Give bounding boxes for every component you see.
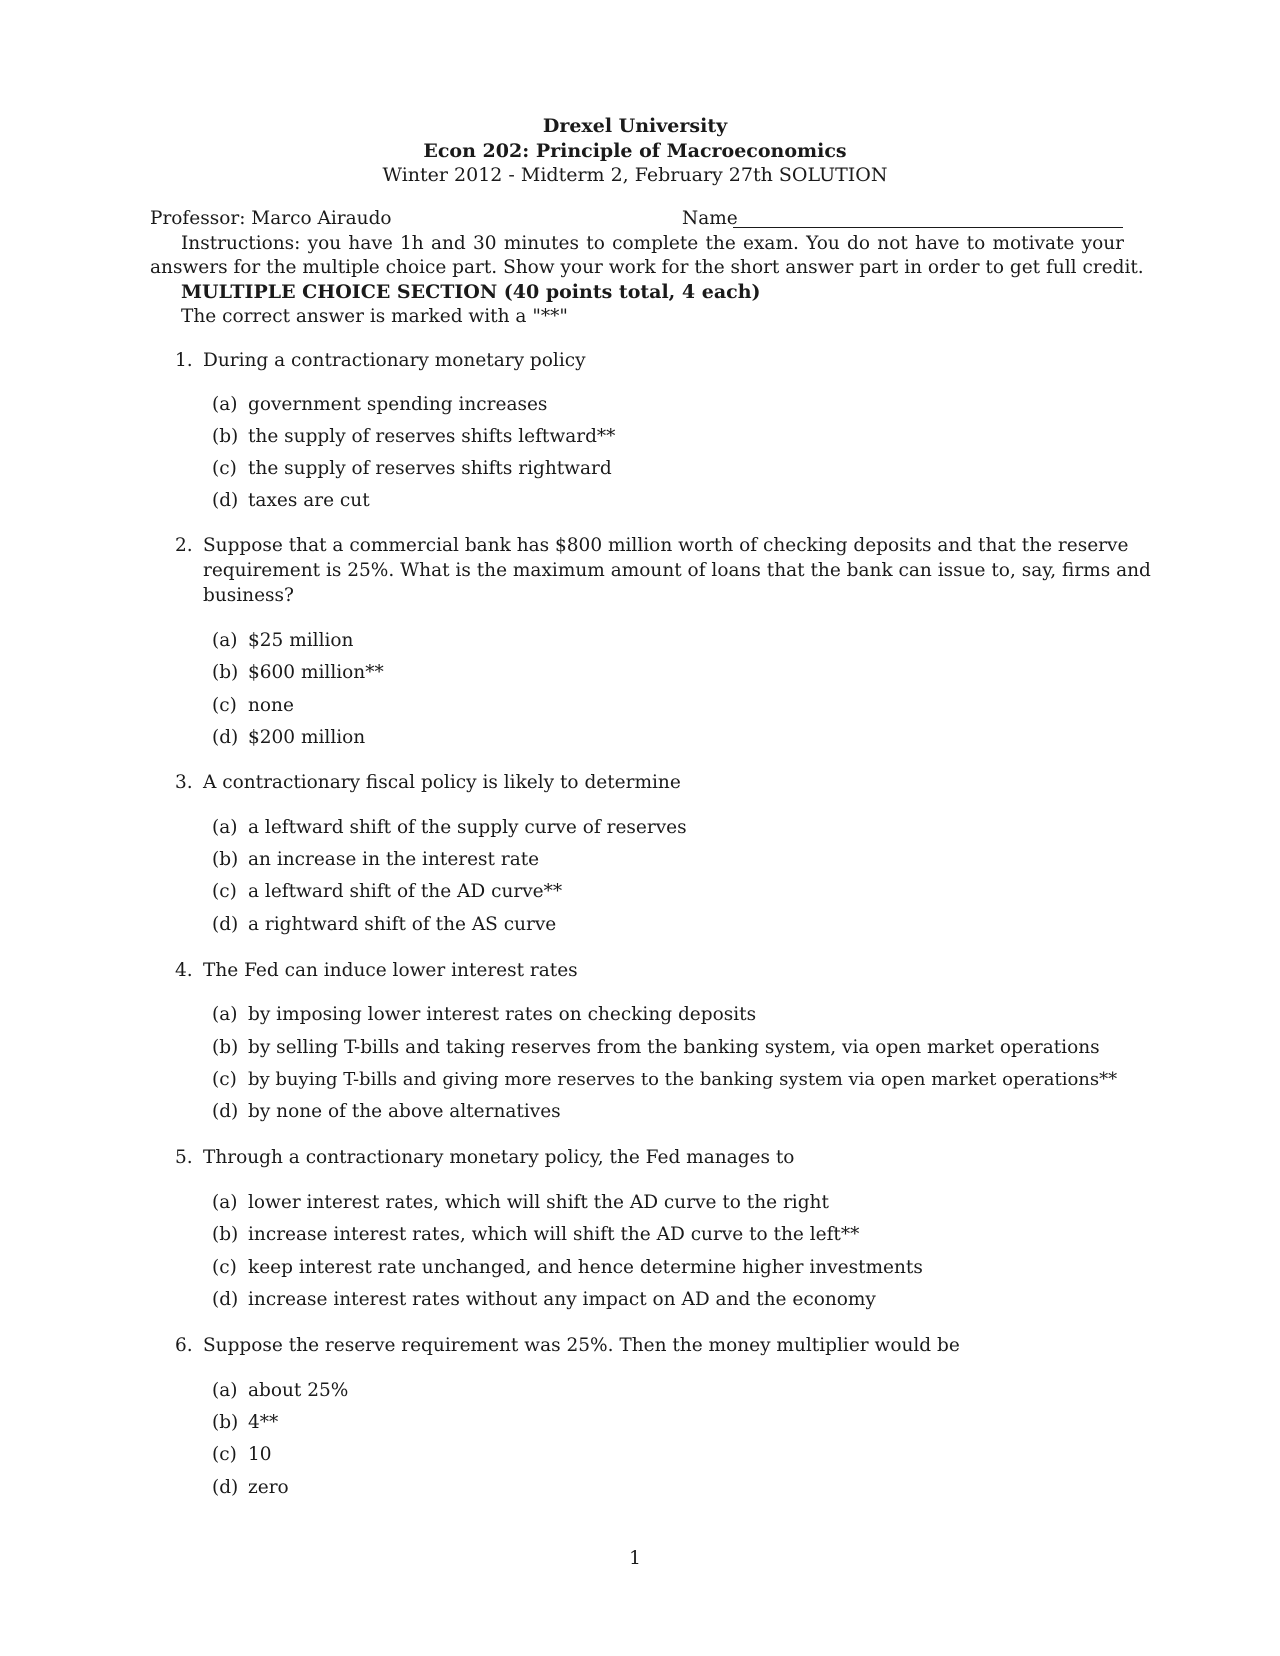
option-text: lower interest rates, which will shift the AD curve to the right <box>248 1192 829 1213</box>
question-number: 4. <box>175 960 193 981</box>
option-text: 10 <box>248 1444 272 1465</box>
option-label: (a) <box>212 817 238 838</box>
option-text: a leftward shift of the AD curve** <box>248 881 563 902</box>
page-number: 1 <box>629 1548 641 1569</box>
option-text: increase interest rates without any impact on AD and the economy <box>248 1289 876 1310</box>
option-label: (b) <box>212 849 239 870</box>
question-text: During a contractionary monetary policy <box>203 350 586 371</box>
course-title: Econ 202: Principle of Macroeconomics <box>423 140 847 162</box>
question-text: Suppose that a commercial bank has $800 million worth of checking deposits and that the reserve <box>203 535 1129 556</box>
option-label: (b) <box>212 426 239 447</box>
question-number: 5. <box>175 1147 193 1168</box>
option-label: (a) <box>212 630 238 651</box>
option-text: taxes are cut <box>248 490 370 511</box>
option-text: by imposing lower interest rates on checking deposits <box>248 1004 757 1025</box>
option-text: $200 million <box>248 727 366 748</box>
option-text: $600 million** <box>248 662 384 683</box>
question-number: 1. <box>175 350 193 371</box>
option-text: the supply of reserves shifts leftward** <box>248 426 616 447</box>
option-text: by none of the above alternatives <box>248 1101 561 1122</box>
exam-title: Winter 2012 - Midterm 2, February 27th SOLUTION <box>382 164 888 186</box>
name-blank-line <box>733 227 1123 228</box>
question-text: A contractionary fiscal policy is likely to determine <box>203 772 681 793</box>
question-number: 3. <box>175 772 193 793</box>
option-text: a rightward shift of the AS curve <box>248 914 557 935</box>
option-text: government spending increases <box>248 394 548 415</box>
option-label: (c) <box>212 1069 237 1090</box>
option-text: by selling T-bills and taking reserves from the banking system, via open market operations <box>248 1037 1100 1058</box>
option-label: (d) <box>212 727 239 748</box>
instructions-line-2: answers for the multiple choice part. Show your work for the short answer part in order to get full credit. <box>150 257 1144 278</box>
option-label: (b) <box>212 1412 239 1433</box>
option-label: (b) <box>212 1224 239 1245</box>
option-label: (d) <box>212 1477 239 1498</box>
option-text: keep interest rate unchanged, and hence determine higher investments <box>248 1257 923 1278</box>
option-text: none <box>248 695 294 716</box>
question-text: The Fed can induce lower interest rates <box>203 960 578 981</box>
option-label: (b) <box>212 662 239 683</box>
professor-line: Professor: Marco Airaudo <box>150 208 392 229</box>
option-label: (b) <box>212 1037 239 1058</box>
option-label: (d) <box>212 914 239 935</box>
option-text: zero <box>248 1477 289 1498</box>
question-number: 2. <box>175 535 193 556</box>
question-text: business? <box>203 585 294 606</box>
question-text: requirement is 25%. What is the maximum amount of loans that the bank can issue to, say, firms and <box>203 560 1151 581</box>
option-label: (a) <box>212 1380 238 1401</box>
option-text: 4** <box>248 1412 279 1433</box>
question-number: 6. <box>175 1335 193 1356</box>
option-label: (a) <box>212 394 238 415</box>
instructions-line-1: Instructions: you have 1h and 30 minutes to complete the exam. You do not have to motivate your <box>181 233 1124 254</box>
option-text: about 25% <box>248 1380 349 1401</box>
option-label: (d) <box>212 490 239 511</box>
option-text: $25 million <box>248 630 354 651</box>
option-label: (c) <box>212 458 237 479</box>
option-label: (d) <box>212 1101 239 1122</box>
question-text: Suppose the reserve requirement was 25%. Then the money multiplier would be <box>203 1335 960 1356</box>
question-text: Through a contractionary monetary policy, the Fed manages to <box>203 1147 795 1168</box>
option-text: an increase in the interest rate <box>248 849 540 870</box>
option-text: a leftward shift of the supply curve of reserves <box>248 817 687 838</box>
option-label: (a) <box>212 1004 238 1025</box>
option-text: increase interest rates, which will shift the AD curve to the left** <box>248 1224 860 1245</box>
section-title: MULTIPLE CHOICE SECTION (40 points total, 4 each) <box>181 281 761 303</box>
option-label: (c) <box>212 1257 237 1278</box>
option-text: the supply of reserves shifts rightward <box>248 458 612 479</box>
option-label: (c) <box>212 1444 237 1465</box>
option-label: (a) <box>212 1192 238 1213</box>
university-title: Drexel University <box>542 115 728 137</box>
section-note: The correct answer is marked with a "**" <box>181 306 568 327</box>
option-label: (c) <box>212 881 237 902</box>
option-label: (c) <box>212 695 237 716</box>
option-text: by buying T-bills and giving more reserves to the banking system via open market operations** <box>248 1069 1118 1090</box>
name-label: Name <box>682 208 738 229</box>
option-label: (d) <box>212 1289 239 1310</box>
